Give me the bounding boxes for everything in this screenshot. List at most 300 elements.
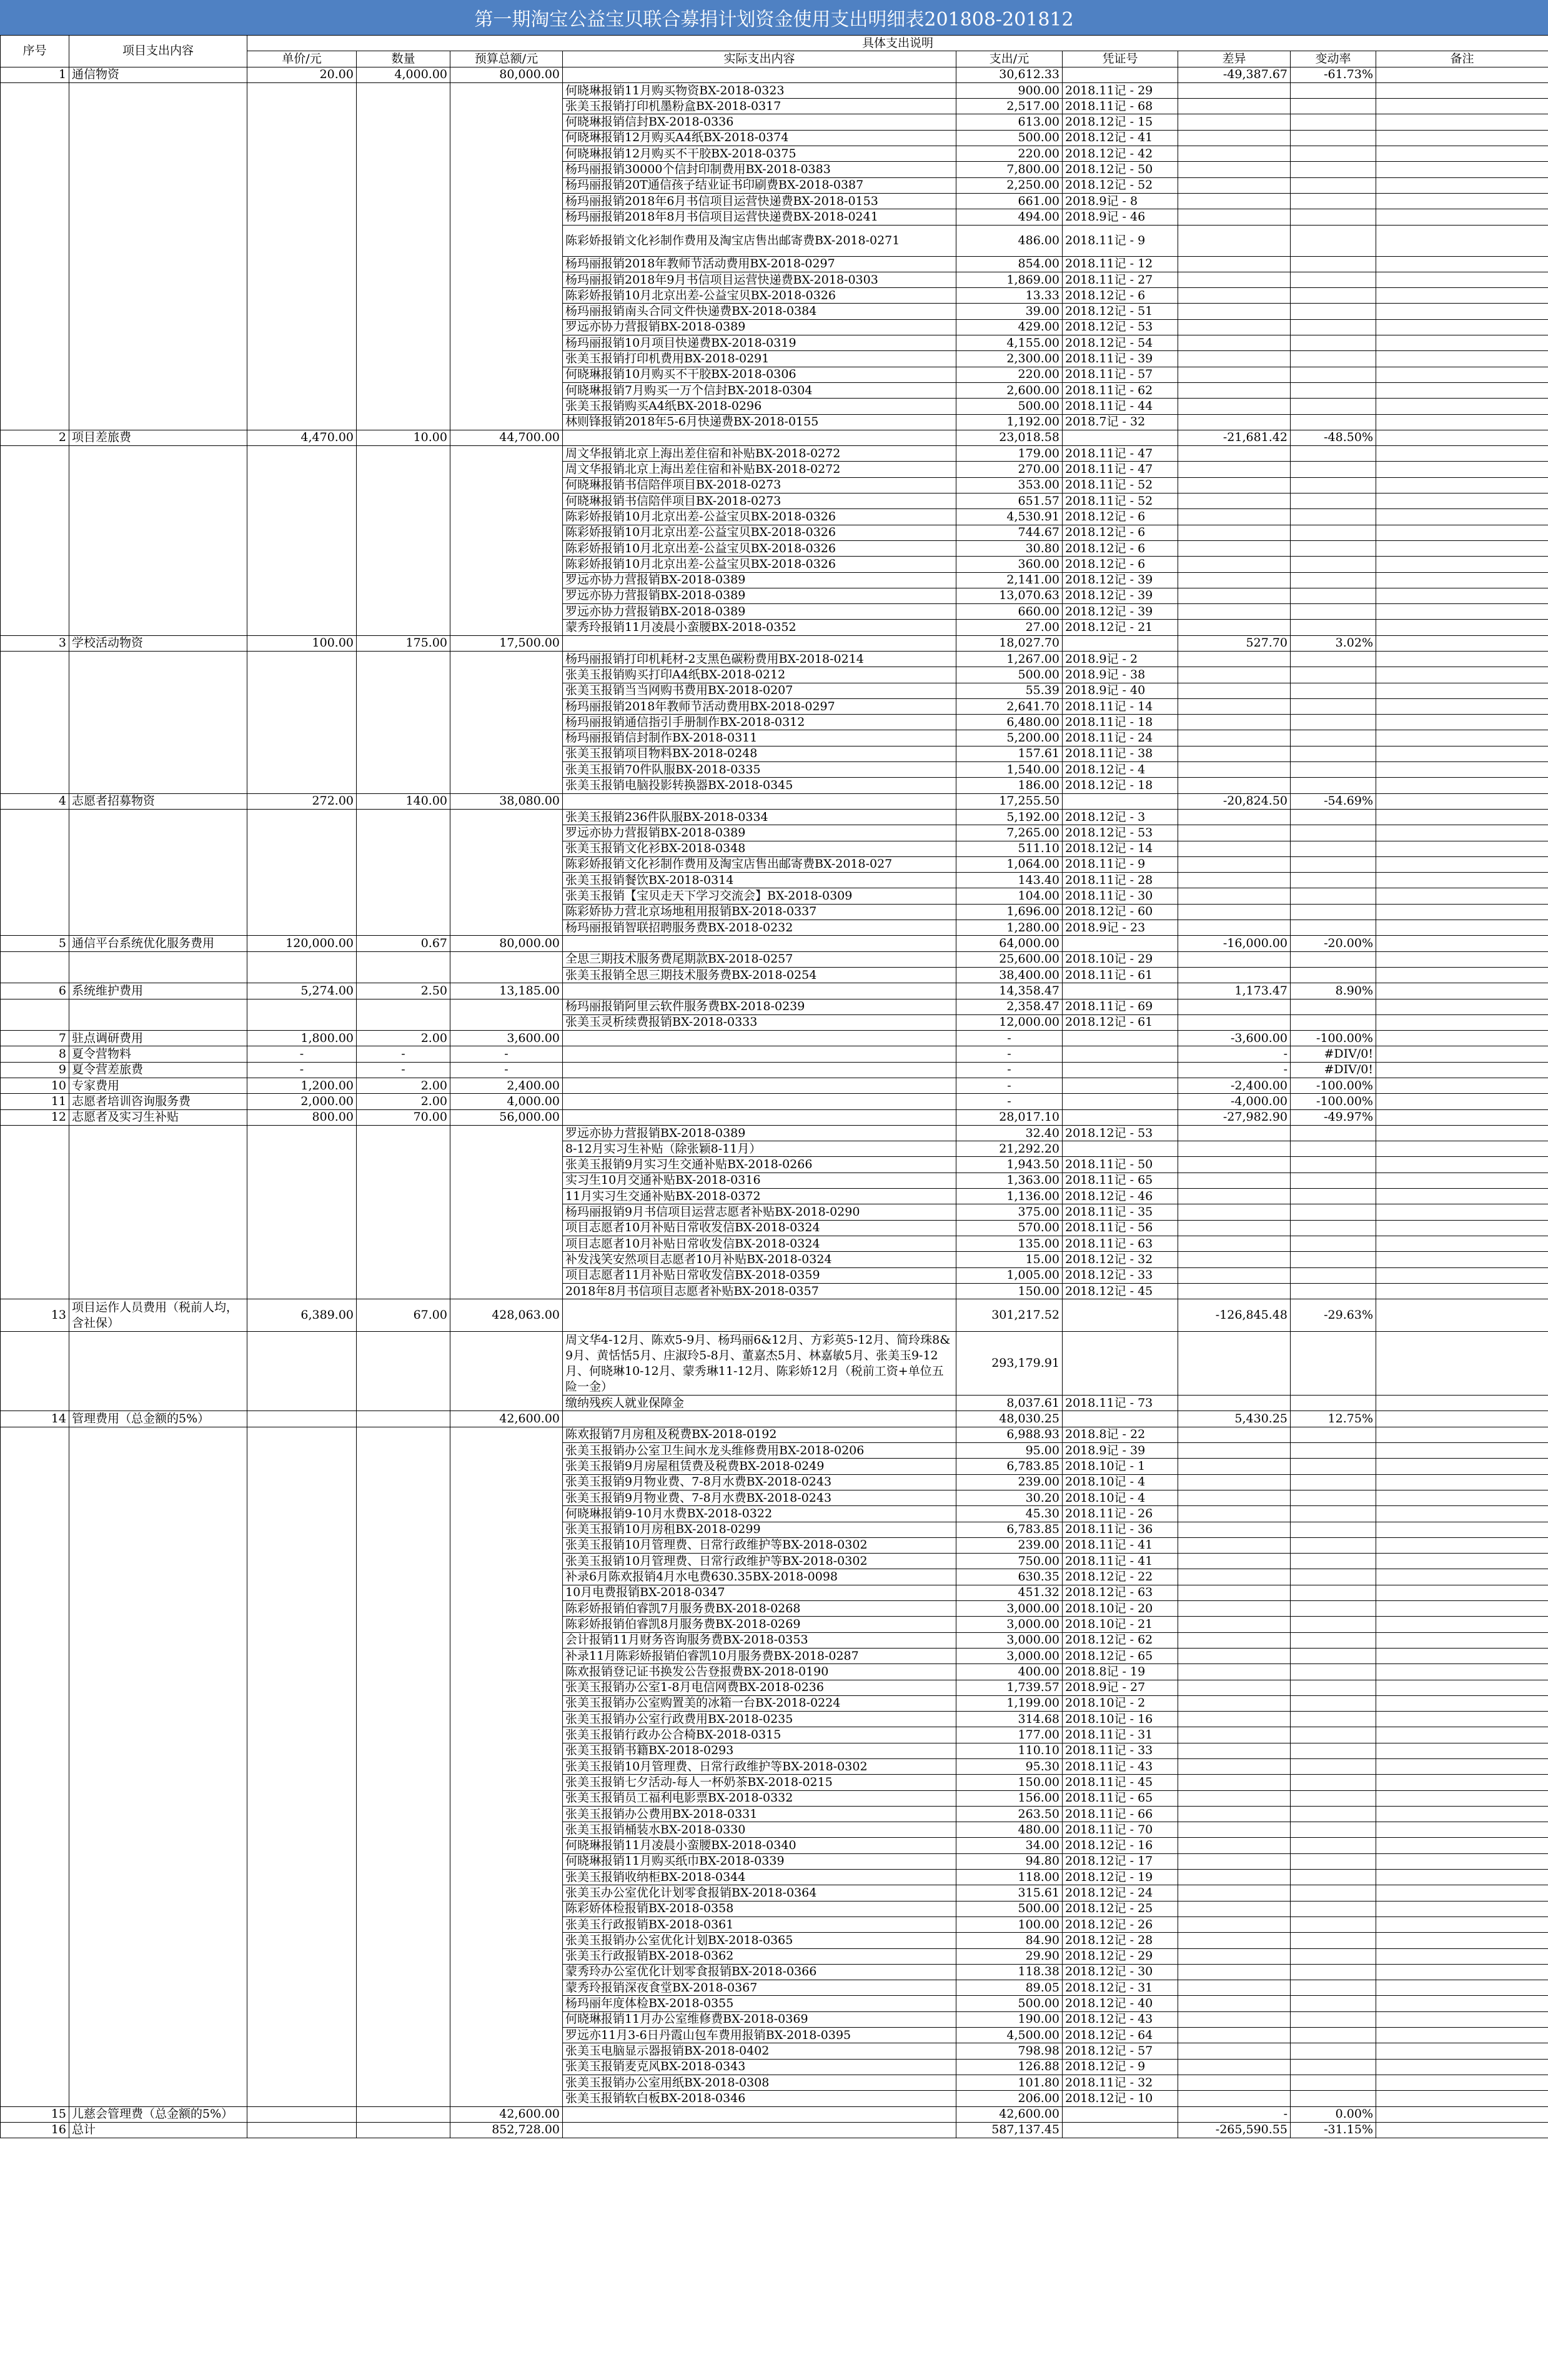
detail-diff-blank xyxy=(1178,1790,1291,1806)
detail-diff-blank xyxy=(1178,319,1291,335)
detail-rate-blank xyxy=(1291,1554,1376,1569)
detail-note-blank xyxy=(1376,1220,1548,1236)
detail-note-blank xyxy=(1376,1443,1548,1459)
section-spend: - xyxy=(956,1062,1063,1078)
detail-note-blank xyxy=(1376,130,1548,146)
detail-content: 张美玉报销10月房租BX-2018-0299 xyxy=(563,1522,956,1537)
detail-voucher: 2018.9记 - 23 xyxy=(1063,920,1178,936)
detail-voucher: 2018.10记 - 1 xyxy=(1063,1459,1178,1474)
section-qty: 0.67 xyxy=(357,936,450,951)
section-rate: 0.00% xyxy=(1291,2106,1376,2122)
detail-note-blank xyxy=(1376,841,1548,856)
detail-price-blank xyxy=(247,446,357,636)
detail-note-blank xyxy=(1376,193,1548,209)
detail-diff-blank xyxy=(1178,1490,1291,1505)
section-unit-price: 20.00 xyxy=(247,67,357,82)
detail-diff-blank xyxy=(1178,1664,1291,1680)
detail-voucher: 2018.11记 - 41 xyxy=(1063,1554,1178,1569)
detail-rate-blank xyxy=(1291,462,1376,477)
detail-voucher: 2018.12记 - 60 xyxy=(1063,904,1178,920)
detail-note-blank xyxy=(1376,1236,1548,1251)
section-actual xyxy=(563,2106,956,2122)
section-qty: 140.00 xyxy=(357,793,450,809)
detail-note-blank xyxy=(1376,1490,1548,1505)
detail-diff-blank xyxy=(1178,130,1291,146)
detail-diff-blank xyxy=(1178,1948,1291,1964)
detail-voucher: 2018.9记 - 39 xyxy=(1063,1443,1178,1459)
detail-content: 张美玉报销办公室行政费用BX-2018-0235 xyxy=(563,1712,956,1727)
section-row xyxy=(1,67,1548,82)
detail-content: 会计报销11月财务咨询服务费BX-2018-0353 xyxy=(563,1632,956,1648)
detail-rate-blank xyxy=(1291,525,1376,540)
detail-voucher: 2018.11记 - 47 xyxy=(1063,462,1178,477)
detail-amount: 4,155.00 xyxy=(956,335,1063,351)
header-row-group xyxy=(1,36,1548,51)
detail-rate-blank xyxy=(1291,1537,1376,1553)
detail-voucher: 2018.11记 - 32 xyxy=(1063,2075,1178,2090)
detail-rate-blank xyxy=(1291,1014,1376,1030)
detail-voucher: 2018.11记 - 73 xyxy=(1063,1396,1178,1411)
section-voucher xyxy=(1063,430,1178,445)
section-note xyxy=(1376,793,1548,809)
detail-voucher: 2018.10记 - 16 xyxy=(1063,1712,1178,1727)
detail-voucher: 2018.11记 - 47 xyxy=(1063,446,1178,462)
detail-amount: 6,783.85 xyxy=(956,1459,1063,1474)
detail-rate-blank xyxy=(1291,1490,1376,1505)
detail-note-blank xyxy=(1376,1252,1548,1267)
detail-rate-blank xyxy=(1291,2043,1376,2059)
detail-note-blank xyxy=(1376,351,1548,367)
detail-diff-blank xyxy=(1178,1601,1291,1617)
detail-note-blank xyxy=(1376,1427,1548,1442)
section-row xyxy=(1,430,1548,445)
detail-rate-blank xyxy=(1291,225,1376,256)
detail-note-blank xyxy=(1376,778,1548,793)
detail-row xyxy=(1,809,1548,825)
detail-amount: 34.00 xyxy=(956,1838,1063,1853)
detail-diff-blank xyxy=(1178,525,1291,540)
detail-content: 罗远亦协力营报销BX-2018-0389 xyxy=(563,572,956,588)
section-rate: -100.00% xyxy=(1291,1078,1376,1094)
section-name: 系统维护费用 xyxy=(69,983,247,999)
detail-content: 张美玉办公室优化计划零食报销BX-2018-0364 xyxy=(563,1885,956,1901)
detail-rate-blank xyxy=(1291,1459,1376,1474)
section-qty: - xyxy=(357,1062,450,1078)
detail-note-blank xyxy=(1376,1648,1548,1664)
section-rate: -48.50% xyxy=(1291,430,1376,445)
detail-voucher: 2018.12记 - 31 xyxy=(1063,1980,1178,1996)
detail-content: 实习生10月交通补贴BX-2018-0316 xyxy=(563,1173,956,1188)
detail-voucher: 2018.11记 - 68 xyxy=(1063,99,1178,114)
section-unit-price: 6,389.00 xyxy=(247,1299,357,1332)
detail-diff-blank xyxy=(1178,1141,1291,1157)
detail-amount: 55.39 xyxy=(956,683,1063,698)
detail-amount: 220.00 xyxy=(956,367,1063,382)
detail-voucher: 2018.8记 - 22 xyxy=(1063,1427,1178,1442)
detail-note-blank xyxy=(1376,1838,1548,1853)
detail-content: 张美玉灵析续费报销BX-2018-0333 xyxy=(563,1014,956,1030)
detail-content: 项目志愿者11月补贴日常收发信BX-2018-0359 xyxy=(563,1267,956,1283)
detail-content: 2018年8月书信项目志愿者补贴BX-2018-0357 xyxy=(563,1283,956,1299)
detail-rate-blank xyxy=(1291,1427,1376,1442)
section-actual xyxy=(563,67,956,82)
section-rate: #DIV/0! xyxy=(1291,1062,1376,1078)
detail-row xyxy=(1,446,1548,462)
detail-note-blank xyxy=(1376,382,1548,398)
detail-rate-blank xyxy=(1291,382,1376,398)
section-name: 志愿者招募物资 xyxy=(69,793,247,809)
detail-rate-blank xyxy=(1291,272,1376,287)
detail-rate-blank xyxy=(1291,162,1376,177)
detail-content: 杨玛丽报销2018年9月书信项目运营快递费BX-2018-0303 xyxy=(563,272,956,287)
detail-rate-blank xyxy=(1291,730,1376,746)
detail-note-blank xyxy=(1376,2075,1548,2090)
detail-content: 罗远亦协力营报销BX-2018-0389 xyxy=(563,319,956,335)
detail-amount: 7,265.00 xyxy=(956,825,1063,841)
detail-note-blank xyxy=(1376,99,1548,114)
detail-rate-blank xyxy=(1291,620,1376,635)
detail-amount: 2,641.70 xyxy=(956,698,1063,714)
detail-note-blank xyxy=(1376,2011,1548,2027)
section-spend: 587,137.45 xyxy=(956,2122,1063,2138)
detail-voucher: 2018.12记 - 16 xyxy=(1063,1838,1178,1853)
detail-voucher: 2018.12记 - 53 xyxy=(1063,1125,1178,1141)
detail-amount: 38,400.00 xyxy=(956,967,1063,983)
detail-row xyxy=(1,651,1548,667)
section-unit-price: 5,274.00 xyxy=(247,983,357,999)
detail-price-blank xyxy=(247,999,357,1031)
detail-rate-blank xyxy=(1291,1948,1376,1964)
detail-amount: 1,064.00 xyxy=(956,856,1063,872)
detail-voucher: 2018.11记 - 26 xyxy=(1063,1506,1178,1522)
detail-rate-blank xyxy=(1291,1853,1376,1869)
detail-voucher: 2018.11记 - 39 xyxy=(1063,351,1178,367)
detail-amount: 190.00 xyxy=(956,2011,1063,2027)
detail-rate-blank xyxy=(1291,951,1376,967)
detail-voucher: 2018.12记 - 15 xyxy=(1063,114,1178,130)
detail-voucher: 2018.12记 - 40 xyxy=(1063,1996,1178,2011)
detail-voucher: 2018.12记 - 26 xyxy=(1063,1916,1178,1932)
detail-voucher: 2018.12记 - 4 xyxy=(1063,762,1178,778)
section-spend: 30,612.33 xyxy=(956,67,1063,82)
detail-diff-blank xyxy=(1178,1427,1291,1442)
section-qty: 4,000.00 xyxy=(357,67,450,82)
detail-rate-blank xyxy=(1291,319,1376,335)
section-voucher xyxy=(1063,1062,1178,1078)
detail-rate-blank xyxy=(1291,1585,1376,1600)
detail-diff-blank xyxy=(1178,1885,1291,1901)
section-diff: -2,400.00 xyxy=(1178,1078,1291,1094)
detail-note-blank xyxy=(1376,1396,1548,1411)
section-budget: 13,185.00 xyxy=(450,983,563,999)
section-budget: 42,600.00 xyxy=(450,2106,563,2122)
detail-diff-blank xyxy=(1178,1712,1291,1727)
detail-content: 张美玉报销购买打印A4纸BX-2018-0212 xyxy=(563,667,956,683)
detail-content: 陈彩娇报销伯睿凯8月服务费BX-2018-0269 xyxy=(563,1617,956,1632)
detail-budget-blank xyxy=(450,651,563,793)
detail-note-blank xyxy=(1376,1459,1548,1474)
detail-budget-blank xyxy=(450,809,563,935)
detail-rate-blank xyxy=(1291,130,1376,146)
section-unit-price: 4,470.00 xyxy=(247,430,357,445)
section-actual xyxy=(563,793,956,809)
section-note xyxy=(1376,1299,1548,1332)
detail-amount: 661.00 xyxy=(956,193,1063,209)
section-seq: 14 xyxy=(1,1411,69,1427)
detail-note-blank xyxy=(1376,2059,1548,2075)
detail-content: 张美玉报销9月实习生交通补贴BX-2018-0266 xyxy=(563,1157,956,1173)
section-spend: - xyxy=(956,1078,1063,1094)
detail-content: 杨玛丽报销2018年教师节活动费用BX-2018-0297 xyxy=(563,698,956,714)
section-row xyxy=(1,793,1548,809)
section-seq: 1 xyxy=(1,67,69,82)
detail-rate-blank xyxy=(1291,351,1376,367)
detail-voucher: 2018.11记 - 65 xyxy=(1063,1173,1178,1188)
section-voucher xyxy=(1063,2122,1178,2138)
section-actual xyxy=(563,2122,956,2138)
detail-amount: 239.00 xyxy=(956,1537,1063,1553)
detail-content: 张美玉报销软白板BX-2018-0346 xyxy=(563,2091,956,2106)
detail-item-blank xyxy=(69,82,247,430)
section-seq: 5 xyxy=(1,936,69,951)
detail-amount: 206.00 xyxy=(956,2091,1063,2106)
section-note xyxy=(1376,983,1548,999)
detail-voucher: 2018.12记 - 6 xyxy=(1063,525,1178,540)
detail-diff-blank xyxy=(1178,177,1291,193)
detail-diff-blank xyxy=(1178,2091,1291,2106)
detail-content: 陈彩娇体检报销BX-2018-0358 xyxy=(563,1901,956,1916)
detail-rate-blank xyxy=(1291,1236,1376,1251)
detail-note-blank xyxy=(1376,620,1548,635)
detail-content: 周文华报销北京上海出差住宿和补贴BX-2018-0272 xyxy=(563,462,956,477)
detail-rate-blank xyxy=(1291,1601,1376,1617)
detail-note-blank xyxy=(1376,809,1548,825)
section-name: 夏令营差旅费 xyxy=(69,1062,247,1078)
detail-amount: 500.00 xyxy=(956,130,1063,146)
section-budget: 38,080.00 xyxy=(450,793,563,809)
section-actual xyxy=(563,1031,956,1046)
section-name: 学校活动物资 xyxy=(69,635,247,651)
section-actual xyxy=(563,635,956,651)
detail-diff-blank xyxy=(1178,762,1291,778)
detail-content: 何晓琳报销11月办公室维修费BX-2018-0369 xyxy=(563,2011,956,2027)
section-diff: -49,387.67 xyxy=(1178,67,1291,82)
header-spend: 支出/元 xyxy=(956,51,1063,67)
detail-note-blank xyxy=(1376,1964,1548,1980)
detail-rate-blank xyxy=(1291,1332,1376,1396)
detail-voucher: 2018.11记 - 18 xyxy=(1063,715,1178,730)
section-unit-price: 2,000.00 xyxy=(247,1094,357,1109)
detail-content: 张美玉报销餐饮BX-2018-0314 xyxy=(563,873,956,888)
detail-amount: 2,250.00 xyxy=(956,177,1063,193)
section-voucher xyxy=(1063,1046,1178,1062)
detail-diff-blank xyxy=(1178,841,1291,856)
detail-diff-blank xyxy=(1178,904,1291,920)
detail-voucher: 2018.11记 - 29 xyxy=(1063,82,1178,98)
detail-note-blank xyxy=(1376,888,1548,904)
detail-content: 张美玉报销9月物业费、7-8月水费BX-2018-0243 xyxy=(563,1490,956,1505)
detail-diff-blank xyxy=(1178,367,1291,382)
section-seq: 11 xyxy=(1,1094,69,1109)
detail-amount: 94.80 xyxy=(956,1853,1063,1869)
detail-amount: 500.00 xyxy=(956,1901,1063,1916)
section-seq: 7 xyxy=(1,1031,69,1046)
detail-row xyxy=(1,1125,1548,1141)
detail-diff-blank xyxy=(1178,1775,1291,1790)
detail-amount: 95.00 xyxy=(956,1443,1063,1459)
detail-voucher: 2018.12记 - 29 xyxy=(1063,1948,1178,1964)
section-voucher xyxy=(1063,1411,1178,1427)
detail-diff-blank xyxy=(1178,967,1291,983)
section-note xyxy=(1376,1094,1548,1109)
detail-diff-blank xyxy=(1178,414,1291,430)
detail-rate-blank xyxy=(1291,256,1376,272)
detail-item-blank xyxy=(69,1125,247,1299)
section-name: 通信物资 xyxy=(69,67,247,82)
section-row xyxy=(1,1411,1548,1427)
detail-content: 陈彩娇报销伯睿凯7月服务费BX-2018-0268 xyxy=(563,1601,956,1617)
detail-content: 杨玛丽报销2018年教师节活动费用BX-2018-0297 xyxy=(563,256,956,272)
detail-note-blank xyxy=(1376,604,1548,620)
section-seq: 16 xyxy=(1,2122,69,2138)
detail-diff-blank xyxy=(1178,1617,1291,1632)
section-qty: - xyxy=(357,1046,450,1062)
section-rate: 8.90% xyxy=(1291,983,1376,999)
section-qty xyxy=(357,2122,450,2138)
detail-rate-blank xyxy=(1291,856,1376,872)
section-actual xyxy=(563,1078,956,1094)
detail-rate-blank xyxy=(1291,493,1376,509)
detail-note-blank xyxy=(1376,304,1548,319)
detail-diff-blank xyxy=(1178,1157,1291,1173)
header-diff: 差异 xyxy=(1178,51,1291,67)
section-seq: 6 xyxy=(1,983,69,999)
detail-qty-blank xyxy=(357,951,450,983)
detail-diff-blank xyxy=(1178,920,1291,936)
section-rate: -61.73% xyxy=(1291,67,1376,82)
detail-note-blank xyxy=(1376,715,1548,730)
detail-rate-blank xyxy=(1291,1806,1376,1822)
detail-voucher: 2018.11记 - 43 xyxy=(1063,1758,1178,1774)
detail-diff-blank xyxy=(1178,1964,1291,1980)
detail-content: 蒙秀玲报销深夜食堂BX-2018-0367 xyxy=(563,1980,956,1996)
section-qty: 175.00 xyxy=(357,635,450,651)
detail-rate-blank xyxy=(1291,1204,1376,1220)
detail-rate-blank xyxy=(1291,967,1376,983)
detail-amount: 4,500.00 xyxy=(956,2028,1063,2043)
section-spend: - xyxy=(956,1046,1063,1062)
detail-voucher: 2018.12记 - 62 xyxy=(1063,1632,1178,1648)
detail-diff-blank xyxy=(1178,2075,1291,2090)
detail-content: 林则锋报销2018年5-6月快递费BX-2018-0155 xyxy=(563,414,956,430)
detail-rate-blank xyxy=(1291,1964,1376,1980)
detail-content: 杨玛丽报销20T通信孩子结业证书印刷费BX-2018-0387 xyxy=(563,177,956,193)
detail-voucher: 2018.12记 - 41 xyxy=(1063,130,1178,146)
section-diff: -265,590.55 xyxy=(1178,2122,1291,2138)
detail-voucher: 2018.11记 - 24 xyxy=(1063,730,1178,746)
detail-diff-blank xyxy=(1178,1537,1291,1553)
detail-diff-blank xyxy=(1178,873,1291,888)
detail-voucher: 2018.12记 - 33 xyxy=(1063,1267,1178,1283)
detail-budget-blank xyxy=(450,82,563,430)
detail-amount: 84.90 xyxy=(956,1933,1063,1948)
detail-content: 何晓琳报销书信陪伴项目BX-2018-0273 xyxy=(563,493,956,509)
section-spend: 48,030.25 xyxy=(956,1411,1063,1427)
detail-note-blank xyxy=(1376,904,1548,920)
section-row xyxy=(1,1031,1548,1046)
detail-diff-blank xyxy=(1178,825,1291,841)
section-note xyxy=(1376,1062,1548,1078)
detail-amount: 500.00 xyxy=(956,399,1063,414)
detail-note-blank xyxy=(1376,399,1548,414)
detail-note-blank xyxy=(1376,114,1548,130)
detail-voucher: 2018.11记 - 66 xyxy=(1063,1806,1178,1822)
detail-content: 项目志愿者10月补贴日常收发信BX-2018-0324 xyxy=(563,1220,956,1236)
section-row xyxy=(1,1046,1548,1062)
header-note: 备注 xyxy=(1376,51,1548,67)
section-voucher xyxy=(1063,936,1178,951)
detail-content: 张美玉行政报销BX-2018-0361 xyxy=(563,1916,956,1932)
detail-diff-blank xyxy=(1178,1996,1291,2011)
detail-note-blank xyxy=(1376,1141,1548,1157)
detail-content: 陈欢报销7月房租及税费BX-2018-0192 xyxy=(563,1427,956,1442)
detail-note-blank xyxy=(1376,572,1548,588)
detail-note-blank xyxy=(1376,1522,1548,1537)
detail-amount: 1,869.00 xyxy=(956,272,1063,287)
detail-budget-blank xyxy=(450,1332,563,1411)
detail-amount: 179.00 xyxy=(956,446,1063,462)
detail-diff-blank xyxy=(1178,1459,1291,1474)
detail-note-blank xyxy=(1376,1727,1548,1743)
section-budget: 17,500.00 xyxy=(450,635,563,651)
section-budget: 56,000.00 xyxy=(450,1109,563,1125)
detail-voucher: 2018.12记 - 3 xyxy=(1063,809,1178,825)
detail-amount: 12,000.00 xyxy=(956,1014,1063,1030)
header-qty: 数量 xyxy=(357,51,450,67)
detail-content: 8-12月实习生补贴（除张颖8-11月） xyxy=(563,1141,956,1157)
detail-qty-blank xyxy=(357,446,450,636)
detail-diff-blank xyxy=(1178,778,1291,793)
detail-diff-blank xyxy=(1178,1220,1291,1236)
detail-rate-blank xyxy=(1291,1443,1376,1459)
detail-content: 项目志愿者10月补贴日常收发信BX-2018-0324 xyxy=(563,1236,956,1251)
detail-content: 杨玛丽年度体检BX-2018-0355 xyxy=(563,1996,956,2011)
detail-diff-blank xyxy=(1178,604,1291,620)
detail-note-blank xyxy=(1376,873,1548,888)
detail-voucher: 2018.11记 - 50 xyxy=(1063,1157,1178,1173)
detail-note-blank xyxy=(1376,1506,1548,1522)
detail-amount: 400.00 xyxy=(956,1664,1063,1680)
detail-amount: 900.00 xyxy=(956,82,1063,98)
detail-voucher: 2018.11记 - 35 xyxy=(1063,1204,1178,1220)
detail-diff-blank xyxy=(1178,2011,1291,2027)
detail-voucher: 2018.11记 - 27 xyxy=(1063,272,1178,287)
section-voucher xyxy=(1063,1094,1178,1109)
section-rate: -29.63% xyxy=(1291,1299,1376,1332)
section-spend: 23,018.58 xyxy=(956,430,1063,445)
detail-diff-blank xyxy=(1178,2028,1291,2043)
detail-diff-blank xyxy=(1178,335,1291,351)
detail-amount: 750.00 xyxy=(956,1554,1063,1569)
detail-content: 何晓琳报销11月购买物资BX-2018-0323 xyxy=(563,82,956,98)
section-actual xyxy=(563,430,956,445)
detail-note-blank xyxy=(1376,667,1548,683)
detail-rate-blank xyxy=(1291,1267,1376,1283)
detail-voucher: 2018.12记 - 50 xyxy=(1063,162,1178,177)
section-unit-price xyxy=(247,2106,357,2122)
detail-rate-blank xyxy=(1291,177,1376,193)
detail-content: 补录11月陈彩娇报销伯睿凯10月服务费BX-2018-0287 xyxy=(563,1648,956,1664)
